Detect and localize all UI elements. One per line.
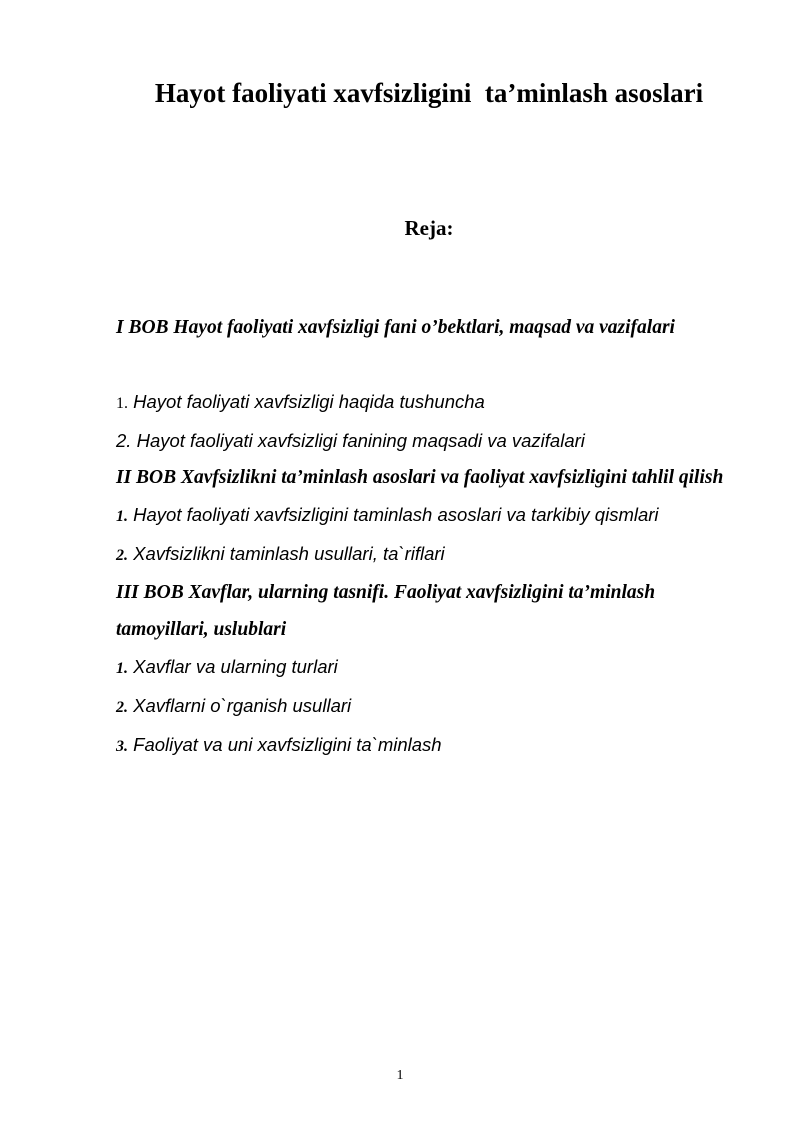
- item-text: Hayot faoliyati xavfsizligi haqida tushuncha: [128, 391, 485, 412]
- plan-heading: Reja:: [404, 216, 454, 240]
- chapter-3-item-3: [116, 726, 746, 765]
- item-number: 1.: [116, 508, 128, 525]
- chapter-1-item-1: [116, 383, 746, 422]
- chapter-2-item-1: [116, 496, 746, 535]
- chapter-1-item-2: [116, 422, 746, 459]
- item-number: 2.: [116, 699, 128, 716]
- chapter-1-heading: I BOB Hayot faoliyati xavfsizligi fani o’bektlari, maqsad va vazifalari: [116, 317, 675, 338]
- item-text: Xavflar va ularning turlari: [128, 656, 338, 677]
- item-text: Hayot faoliyati xavfsizligini taminlash asoslari va tarkibiy qismlari: [128, 504, 659, 525]
- chapter-3-item-2: [116, 687, 746, 726]
- item-number: 1.: [116, 660, 128, 677]
- page-number: 1: [396, 1068, 404, 1083]
- item-text: Hayot faoliyati xavfsizligi fanining maqsadi va vazifalari: [131, 430, 585, 451]
- item-number: 3.: [116, 738, 128, 755]
- item-number: 1.: [116, 395, 128, 412]
- chapter-3-heading: III BOB Xavflar, ularning tasnifi. Faoliyat xavfsizligini ta’minlash tamoyillari, uslublari: [116, 582, 656, 640]
- item-text: Faoliyat va uni xavfsizligini ta`minlash: [128, 734, 442, 755]
- chapter-3-item-1: [116, 648, 746, 687]
- chapter-2-heading: II BOB Xavfsizlikni ta’minlash asoslari va faoliyat xavfsizligini tahlil qilish: [116, 467, 724, 488]
- item-number: 2.: [116, 430, 132, 451]
- plan-outline: [116, 309, 746, 765]
- item-text: Xavflarni o`rganish usullari: [128, 695, 352, 716]
- item-text: Xavfsizlikni taminlash usullari, ta`riflari: [128, 543, 445, 564]
- chapter-2-item-2: [116, 535, 746, 574]
- document-title: Hayot faoliyati xavfsizligini ta’minlash asoslari: [154, 78, 704, 108]
- item-number: 2.: [116, 547, 128, 564]
